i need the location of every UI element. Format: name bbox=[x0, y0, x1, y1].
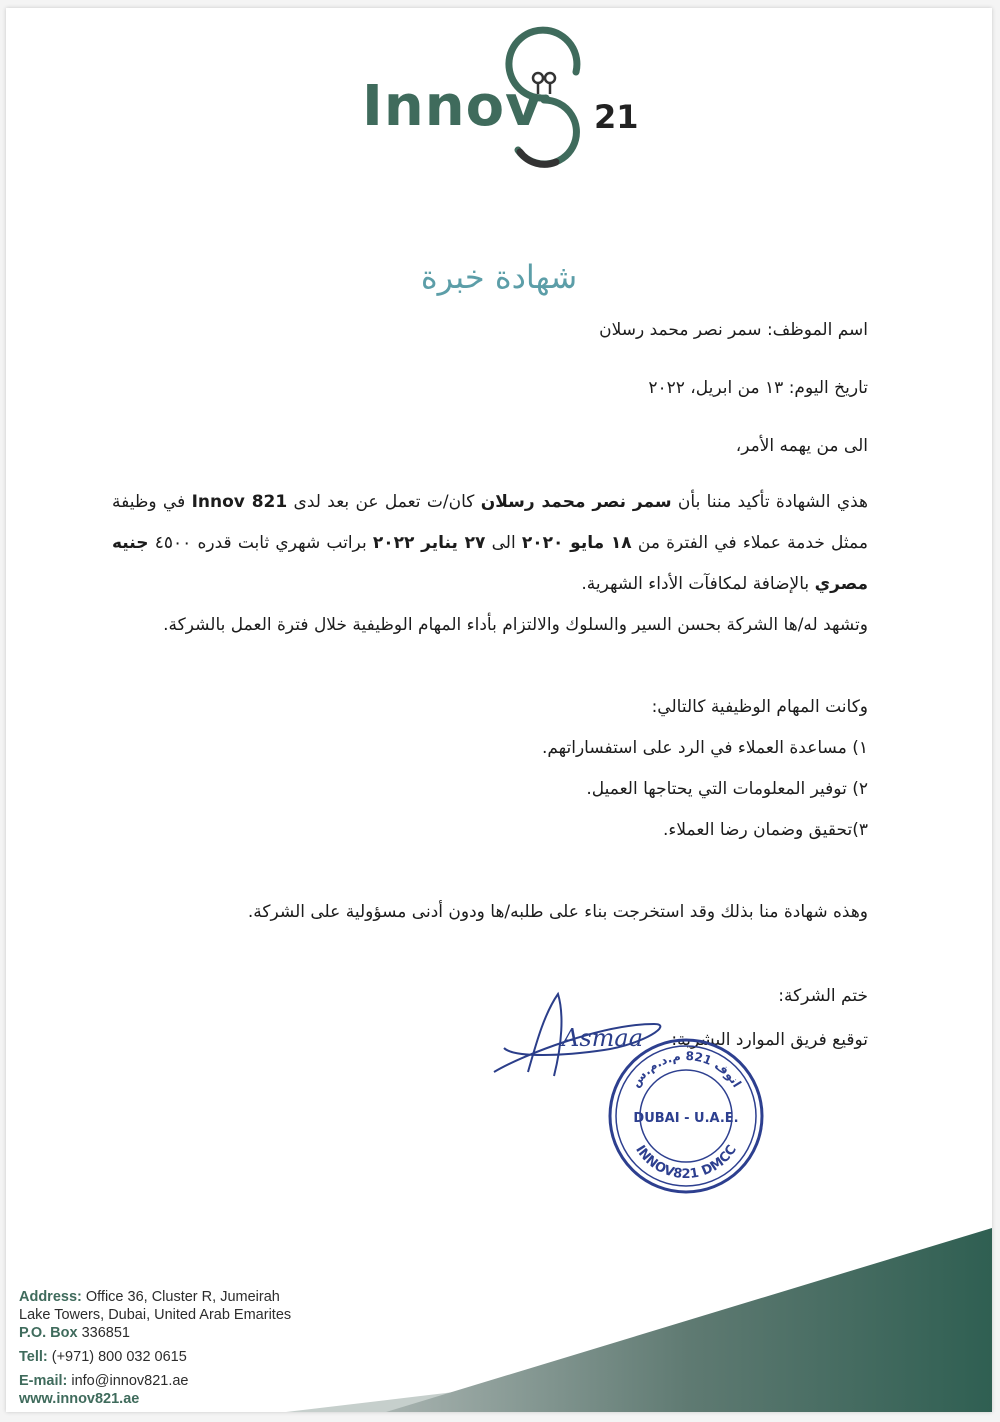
para-text-4: الى bbox=[485, 533, 522, 553]
company-seal-label: ختم الشركة: bbox=[778, 986, 868, 1006]
hr-signature-label: توقيع فريق الموارد البشرية: bbox=[671, 1030, 868, 1050]
tasks-list bbox=[542, 728, 868, 851]
pobox-value: 336851 bbox=[77, 1325, 130, 1341]
employee-name-line: اسم الموظف: سمر نصر محمد رسلان bbox=[599, 320, 868, 340]
email-label: E-mail: bbox=[19, 1373, 68, 1389]
certificate-page bbox=[6, 8, 992, 1412]
signature-text: Asmaa bbox=[562, 1024, 644, 1052]
tel-label: Tell: bbox=[19, 1349, 48, 1365]
stamp-center-text: DUBAI - U.A.E. bbox=[633, 1111, 739, 1126]
email-link[interactable]: info@innov821.ae bbox=[67, 1373, 189, 1389]
conduct-paragraph: وتشهد له/ها الشركة بحسن السير والسلوك والالتزام بأداء المهام الوظيفية خلال فترة العمل بالشركة. bbox=[163, 615, 868, 635]
para-text-3: في وظيفة ممثل خدمة عملاء في الفترة من bbox=[112, 492, 868, 553]
company-name-bold: Innov 821 bbox=[191, 492, 288, 512]
document-title: شهادة خبرة bbox=[420, 258, 578, 296]
logo-number-text: 21 bbox=[594, 98, 639, 136]
footer-contact bbox=[19, 1288, 291, 1408]
para-text-5: براتب شهري ثابت قدره ٤٥٠٠ bbox=[148, 533, 373, 553]
company-stamp bbox=[606, 1034, 766, 1198]
address-line-2: Lake Towers, Dubai, United Arab Emarites bbox=[19, 1307, 292, 1323]
date-line: تاريخ اليوم: ١٣ من ابريل، ٢٠٢٢ bbox=[648, 378, 868, 398]
para-text-1: هذي الشهادة تأكيد مننا بأن bbox=[671, 492, 869, 512]
task-item-2: ٢) توفير المعلومات التي يحتاجها العميل. bbox=[586, 779, 868, 799]
para-text-2: كان/ت تعمل عن بعد لدى bbox=[287, 492, 481, 512]
stamp-top-text: انوف 821 م.د.م.س bbox=[628, 1048, 745, 1090]
address-label: Address: bbox=[19, 1289, 82, 1305]
stamp-bottom-text: INNOV821 DMCC bbox=[632, 1142, 740, 1183]
logo-bulb-icon bbox=[498, 26, 590, 176]
tasks-intro: وكانت المهام الوظيفية كالتالي: bbox=[651, 697, 868, 717]
closing-statement: وهذه شهادة منا بذلك وقد استخرجت بناء على طلبه/ها ودون أدنى مسؤولية على الشركة. bbox=[247, 902, 868, 922]
start-date-bold: ١٨ مايو ٢٠٢٠ bbox=[521, 533, 632, 553]
website-link[interactable]: www.innov821.ae bbox=[19, 1391, 140, 1407]
task-item-1: ١) مساعدة العملاء في الرد على استفساراتهم. bbox=[541, 738, 868, 758]
para-text-6: بالإضافة لمكافآت الأداء الشهرية. bbox=[581, 574, 815, 594]
currency-bold: جنيه مصري bbox=[112, 533, 868, 594]
address-line-1: Office 36, Cluster R, Jumeirah bbox=[81, 1289, 280, 1305]
employee-name-bold: سمر نصر محمد رسلان bbox=[480, 492, 672, 512]
company-logo bbox=[362, 26, 652, 176]
task-item-3: ٣)تحقيق وضمان رضا العملاء. bbox=[662, 820, 868, 840]
logo-brand-text: Innov bbox=[362, 74, 543, 139]
greeting-line: الى من يهمه الأمر، bbox=[735, 436, 868, 456]
certificate-paragraph bbox=[112, 482, 868, 605]
tel-value: (+971) 800 032 0615 bbox=[47, 1349, 187, 1365]
pobox-label: P.O. Box bbox=[19, 1325, 78, 1341]
end-date-bold: ٢٧ يناير ٢٠٢٢ bbox=[372, 533, 486, 553]
